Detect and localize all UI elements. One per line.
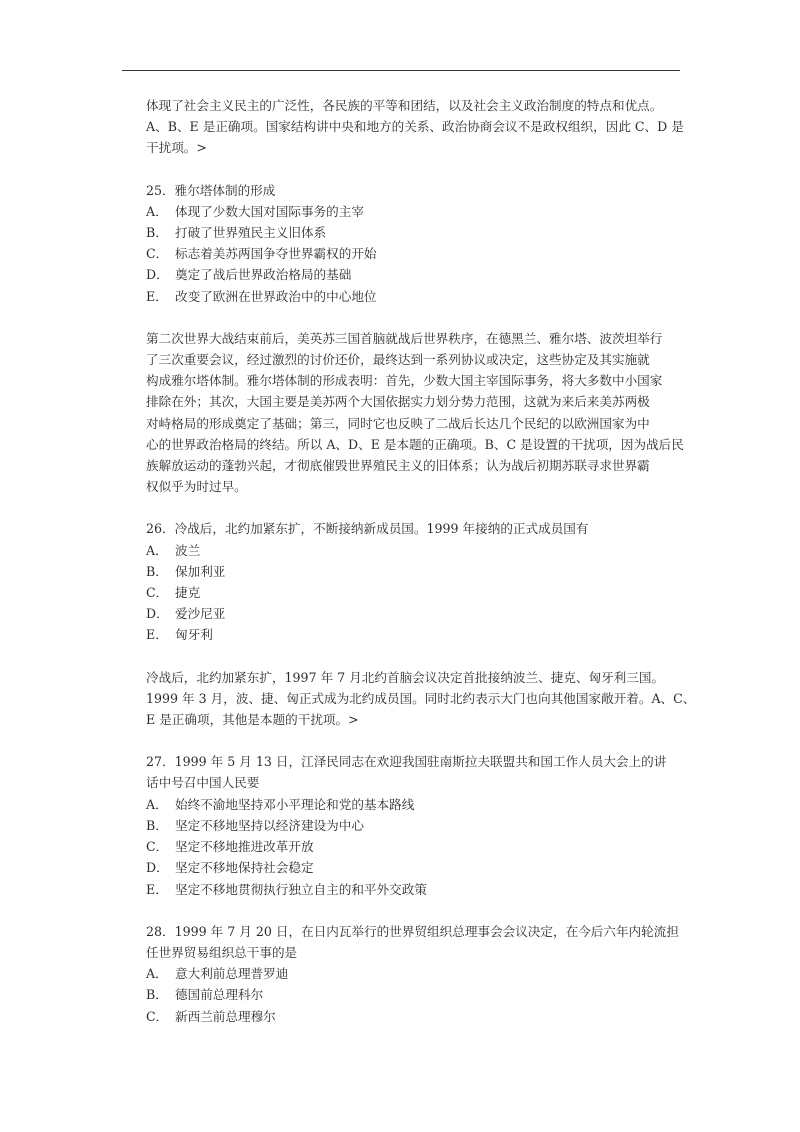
option-text: 坚定不移地贯彻执行独立自主的和平外交政策 [175, 881, 427, 897]
option-text: 改变了欧洲在世界政治中的中心地位 [175, 288, 377, 304]
option-label: A． [146, 966, 168, 982]
text-line: 权似乎为时过早。 [146, 479, 247, 495]
option-text: 标志着美苏两国争夺世界霸权的开始 [175, 246, 377, 262]
option-label: D． [146, 860, 169, 876]
text-line: 对峙格局的形成奠定了基础；第三，同时它也反映了二战后长达几个民纪的以欧洲国家为中 [146, 415, 650, 431]
option-label: A． [146, 542, 168, 558]
option-text: 坚定不移地保持社会稳定 [175, 860, 314, 876]
option-label: A． [146, 203, 168, 219]
explanation-25 [146, 328, 691, 498]
option-label: D． [146, 606, 169, 622]
explanation-26 [146, 667, 696, 731]
option-text: 波兰 [175, 542, 201, 558]
intro-paragraph [146, 95, 691, 159]
question-title: 26．冷战后，北约加紧东扩，不断接纳新成员国。1999 年接纳的正式成员国有 [146, 521, 589, 537]
option-c [146, 1006, 691, 1027]
option-label: B． [146, 987, 168, 1003]
option-label: D． [146, 267, 169, 283]
option-text: 意大利前总理普罗迪 [175, 966, 289, 982]
option-label: C． [146, 246, 169, 262]
option-e [146, 624, 691, 645]
option-text: 奠定了战后世界政治格局的基础 [175, 267, 352, 283]
option-text: 打破了世界殖民主义旧体系 [175, 225, 327, 241]
option-label: C． [146, 1008, 169, 1024]
option-a [146, 794, 691, 815]
text-line: 1999 年 3 月，波、捷、匈正式成为北约成员国。同时北约表示大门也向其他国家敞开着。A、C、 [146, 690, 696, 706]
question-title: 27．1999 年 5 月 13 日，江泽民同志在欢迎我国驻南斯拉夫联盟共和国工作人员大会上的讲 [146, 754, 667, 770]
question-title: 25．雅尔塔体制的形成 [146, 182, 276, 198]
option-label: E． [146, 288, 168, 304]
option-c [146, 582, 691, 603]
option-text: 德国前总理科尔 [175, 987, 264, 1003]
text-line: 冷战后，北约加紧东扩，1997 年 7 月北约首脑会议决定首批接纳波兰、捷克、匈牙利三国。 [146, 669, 665, 685]
option-b [146, 815, 691, 836]
option-label: B． [146, 225, 168, 241]
option-d [146, 603, 691, 624]
option-text: 保加利亚 [175, 563, 226, 579]
document-body [146, 95, 696, 1048]
question-25 [146, 180, 691, 307]
option-label: E． [146, 881, 168, 897]
option-e [146, 879, 691, 900]
text-line: 第二次世界大战结束前后，美英苏三国首脑就战后世界秩序，在德黑兰、雅尔塔、波茨坦举行 [146, 330, 663, 346]
option-text: 捷克 [175, 585, 201, 601]
option-c [146, 243, 691, 264]
option-a [146, 201, 691, 222]
text-line: 排除在外；其次，大国主要是美苏两个大国依据实力划分势力范围，这就为来后来美苏两极 [146, 394, 650, 410]
option-d [146, 264, 691, 285]
question-title: 28．1999 年 7 月 20 日，在日内瓦举行的世界贸组织总理事会会议决定，在今后六年内轮流担 [146, 923, 679, 939]
option-e [146, 286, 691, 307]
option-b [146, 222, 691, 243]
option-a [146, 540, 691, 561]
option-text: 新西兰前总理穆尔 [175, 1008, 276, 1024]
option-label: B． [146, 563, 168, 579]
question-title: 任世界贸易组织总干事的是 [146, 944, 298, 960]
option-text: 坚定不移地推进改革开放 [175, 839, 314, 855]
text-line: 族解放运动的蓬勃兴起，才彻底催毁世界殖民主义的旧体系；认为战后初期苏联寻求世界霸 [146, 458, 650, 474]
text-line: 体现了社会主义民主的广泛性，各民族的平等和团结，以及社会主义政治制度的特点和优点。 [146, 98, 663, 113]
question-26 [146, 518, 691, 645]
text-line: 干扰项。> [146, 140, 207, 156]
text-line: 心的世界政治格局的终结。所以 A、D、E 是本题的正确项。B、C 是设置的干扰项，因为战后民 [146, 436, 684, 452]
option-d [146, 857, 691, 878]
option-c [146, 836, 691, 857]
option-b [146, 561, 691, 582]
question-28 [146, 921, 691, 1027]
option-label: B． [146, 817, 168, 833]
text-line: 构成雅尔塔体制。雅尔塔体制的形成表明：首先，少数大国主宰国际事务，将大多数中小国家 [146, 373, 663, 389]
question-title: 话中号召中国人民要 [146, 775, 260, 791]
option-text: 坚定不移地坚持以经济建设为中心 [175, 817, 364, 833]
option-label: C． [146, 585, 169, 601]
option-b [146, 984, 691, 1005]
text-line: E 是正确项，其他是本题的干扰项。> [146, 712, 359, 728]
option-label: A． [146, 796, 168, 812]
text-line: A、B、E 是正确项。国家结构讲中央和地方的关系、政治协商会议不是政权组织，因此 C、D 是 [146, 119, 684, 135]
option-label: C． [146, 839, 169, 855]
option-a [146, 963, 691, 984]
header-rule [122, 70, 680, 71]
option-text: 爱沙尼亚 [175, 606, 226, 622]
option-label: E． [146, 627, 168, 643]
option-text: 匈牙利 [175, 627, 213, 643]
option-text: 体现了少数大国对国际事务的主宰 [175, 203, 364, 219]
option-text: 始终不渝地坚持邓小平理论和党的基本路线 [175, 796, 415, 812]
question-27 [146, 751, 691, 899]
text-line: 了三次重要会议，经过激烈的讨价还价，最终达到一系列协议或决定，这些协定及其实施就 [146, 352, 650, 368]
